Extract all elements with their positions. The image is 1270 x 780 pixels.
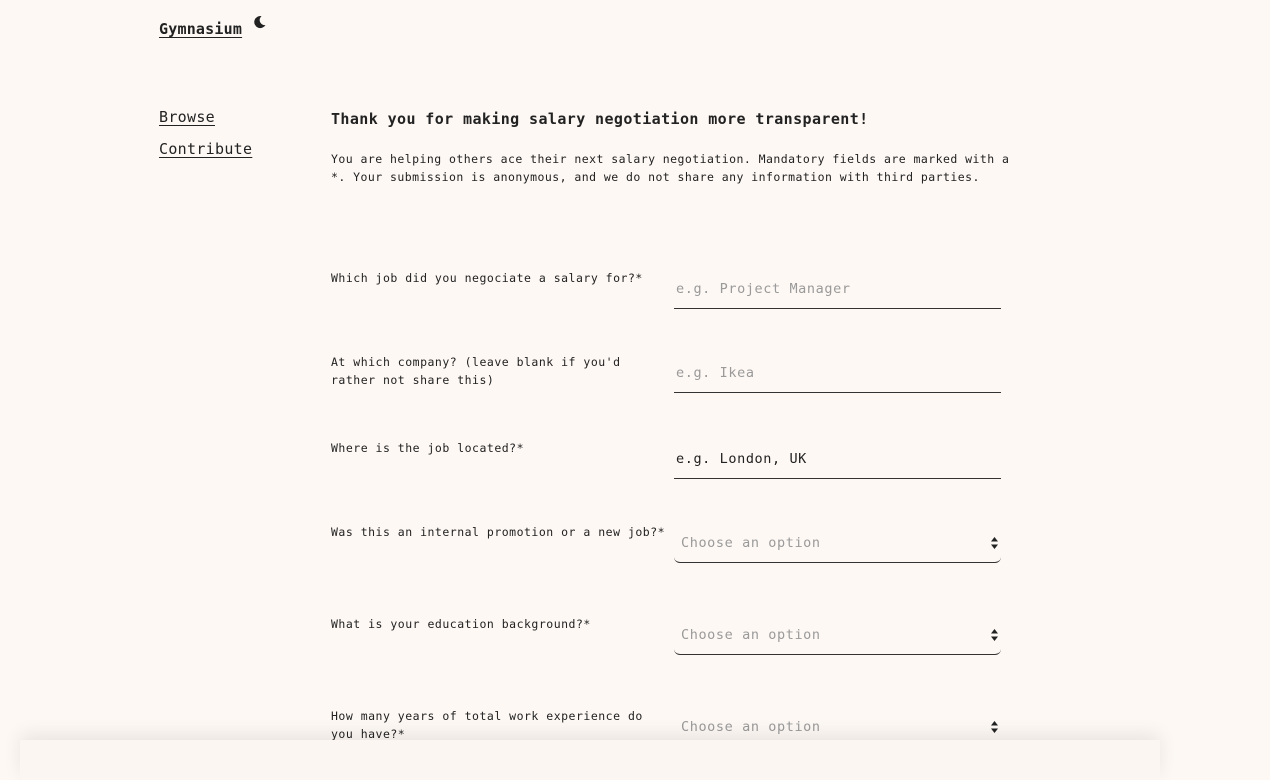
job-row [331,270,1002,320]
company-field-wrapper [674,354,1001,393]
job-input[interactable] [674,270,1001,308]
experience-label: How many years of total work experience do you have?* [331,709,643,741]
bottom-shadow [20,740,1160,780]
select-arrows-icon [990,719,999,735]
nav-browse-link[interactable]: Browse [159,108,215,126]
company-label: At which company? (leave blank if you'd rather not share this) [331,355,621,387]
education-label: What is your education background?* [331,617,591,631]
select-arrows-icon [990,535,999,551]
nav-contribute-link[interactable]: Contribute [159,140,253,158]
location-field-wrapper [674,440,1001,479]
promotion-row [331,524,1002,574]
promotion-selected-value: Choose an option [681,535,821,551]
intro-text: You are helping others ace their next salary negotiation. Mandatory fields are marked with a *. Your submission is anonymous, and we do not share any information with third parties. [331,152,1010,184]
location-row [331,440,1002,490]
experience-selected-value: Choose an option [681,719,821,735]
promotion-select[interactable] [674,524,1001,563]
education-select[interactable] [674,616,1001,655]
select-arrows-icon [990,627,999,643]
moon-icon[interactable] [251,14,267,30]
location-label: Where is the job located?* [331,441,525,455]
job-label: Which job did you negociate a salary for?* [331,271,643,285]
location-input[interactable] [674,440,1001,478]
education-row [331,616,1002,666]
job-field-wrapper [674,270,1001,309]
promotion-label: Was this an internal promotion or a new job?* [331,525,666,539]
logo-link[interactable]: Gymnasium [159,20,243,38]
company-row [331,354,1002,404]
page-title: Thank you for making salary negotiation more transparent! [331,110,869,128]
sidebar-nav [159,108,252,172]
company-input[interactable] [674,354,1001,392]
education-selected-value: Choose an option [681,627,821,643]
